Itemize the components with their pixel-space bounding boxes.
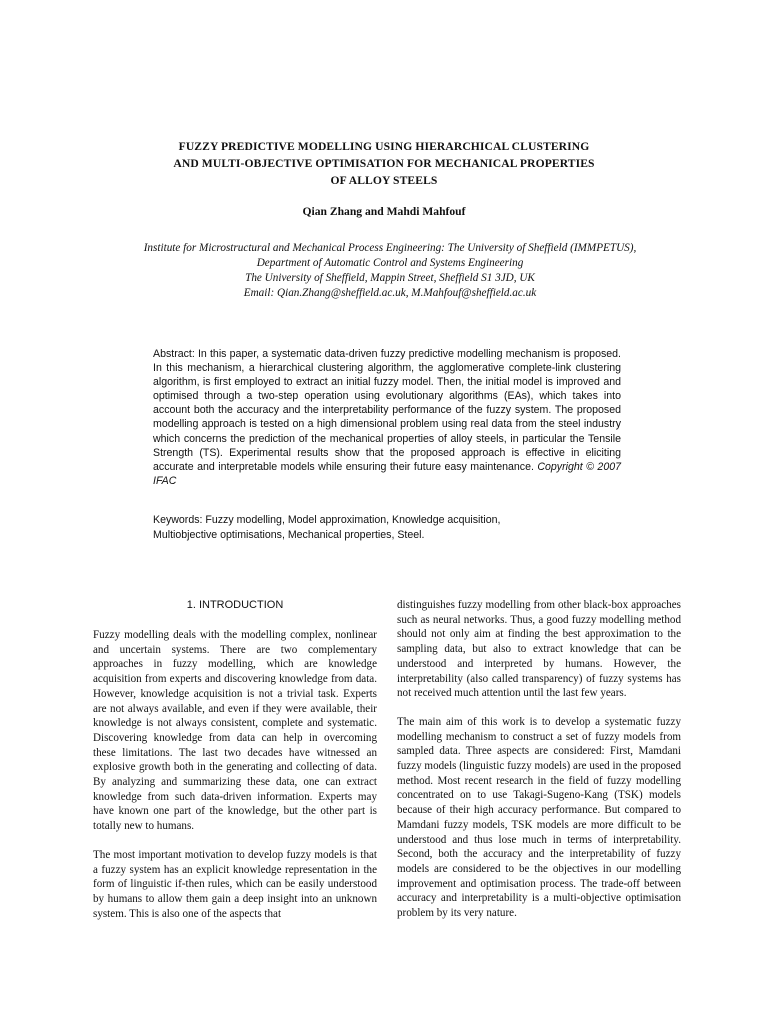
title-line-2: AND MULTI-OBJECTIVE OPTIMISATION FOR MECHANICAL PROPERTIES	[173, 157, 595, 170]
title-line-1: FUZZY PREDICTIVE MODELLING USING HIERARCHICAL CLUSTERING	[178, 140, 590, 153]
abstract-text: Abstract: In this paper, a systematic data-driven fuzzy predictive modelling mechanism is proposed. In this mechanism, a hierarchical clustering algorithm, the agglomerative complete-link clustering algorithm, is first employed to extract an initial fuzzy model. Then, the initial model is improved and optimised through a two-step operation using evolutionary algorithms (EAs), which takes into account both the accuracy and the interpretability performance of the fuzzy system. The proposed modelling approach is tested on a high dimensional problem using real data from the steel industry which concerns the prediction of the mechanical properties of alloy steels, in particular the Tensile Strength (TS). Experimental results show that the proposed approach is effective in eliciting accurate and interpretable models while ensuring their future easy maintenance.	[153, 348, 621, 473]
keywords-line-1: Keywords: Fuzzy modelling, Model approximation, Knowledge acquisition,	[153, 514, 501, 526]
left-column	[93, 628, 377, 935]
copyright-notice: Copyright © 2007 IFAC	[153, 460, 621, 487]
affiliation-line-3: The University of Sheffield, Mappin Street, Sheffield S1 3JD, UK	[245, 272, 535, 284]
affiliation-line-2: Department of Automatic Control and Systems Engineering	[256, 257, 524, 269]
right-column	[397, 598, 681, 935]
affiliation-block	[60, 241, 720, 301]
affiliation-line-1: Institute for Microstructural and Mechanical Process Engineering: The University of Sheffield (IMMPETUS),	[143, 242, 637, 254]
author-list: Qian Zhang and Mahdi Mahfouf	[302, 205, 466, 218]
section-heading-introduction: 1. INTRODUCTION	[186, 599, 284, 611]
paper-title	[120, 138, 648, 189]
title-line-3: OF ALLOY STEELS	[330, 174, 438, 187]
intro-paragraph-4: The main aim of this work is to develop a systematic fuzzy modelling mechanism to construct a set of fuzzy models from sampled data. Three aspects are considered: First, Mamdani fuzzy models (linguistic fuzzy models) are used in the proposed method. Most recent research in the field of fuzzy modelling concentrated on to use Takagi-Sugeno-Kang (TSK) models because of their high accuracy performance. But compared to Mamdani fuzzy models, TSK models are more difficult to be understood and thus lose much in terms of interpretability. Second, both the accuracy and the interpretability of fuzzy models are considered to be the objectives in our modelling improvement and optimisation process. The trade-off between accuracy and interpretability is a multi-objective optimisation problem by its very nature.	[397, 715, 681, 920]
abstract-block	[153, 347, 621, 488]
intro-paragraph-3: distinguishes fuzzy modelling from other black-box approaches such as neural networks. Thus, a good fuzzy modelling method should not only aim at finding the best approximation to the sampling data, but also to extract knowledge that can be understood and interpreted by humans. However, the interpretability (also called transparency) of fuzzy systems has not received much attention until the last few years.	[397, 599, 681, 700]
intro-paragraph-2: The most important motivation to develop fuzzy models is that a fuzzy system has an explicit knowledge representation in the form of linguistic if-then rules, which can be easily understood by humans to allow them gain a deep insight into an unknown system. This is also one of the aspects that	[93, 848, 377, 920]
keywords-line-2: Multiobjective optimisations, Mechanical properties, Steel.	[153, 528, 425, 541]
intro-paragraph-1: Fuzzy modelling deals with the modelling complex, nonlinear and uncertain systems. There are two complementary approaches in fuzzy modelling, which are knowledge acquisition from experts and discovering knowledge from data. However, knowledge acquisition is not a trivial task. Experts are not always available, and even if they were available, their knowledge is not always consistent, complete and systematic. Discovering knowledge from data can help in overcoming these limitations. The last two decades have witnessed an explosive growth both in the generating and collecting of data. By analyzing and summarizing these data, one can extract knowledge from such data-driven information. Experts may have known one part of the knowledge, but the other part is totally new to humans.	[93, 629, 377, 833]
keywords-block	[153, 513, 621, 542]
email-line: Email: Qian.Zhang@sheffield.ac.uk, M.Mahfouf@sheffield.ac.uk	[243, 287, 537, 299]
